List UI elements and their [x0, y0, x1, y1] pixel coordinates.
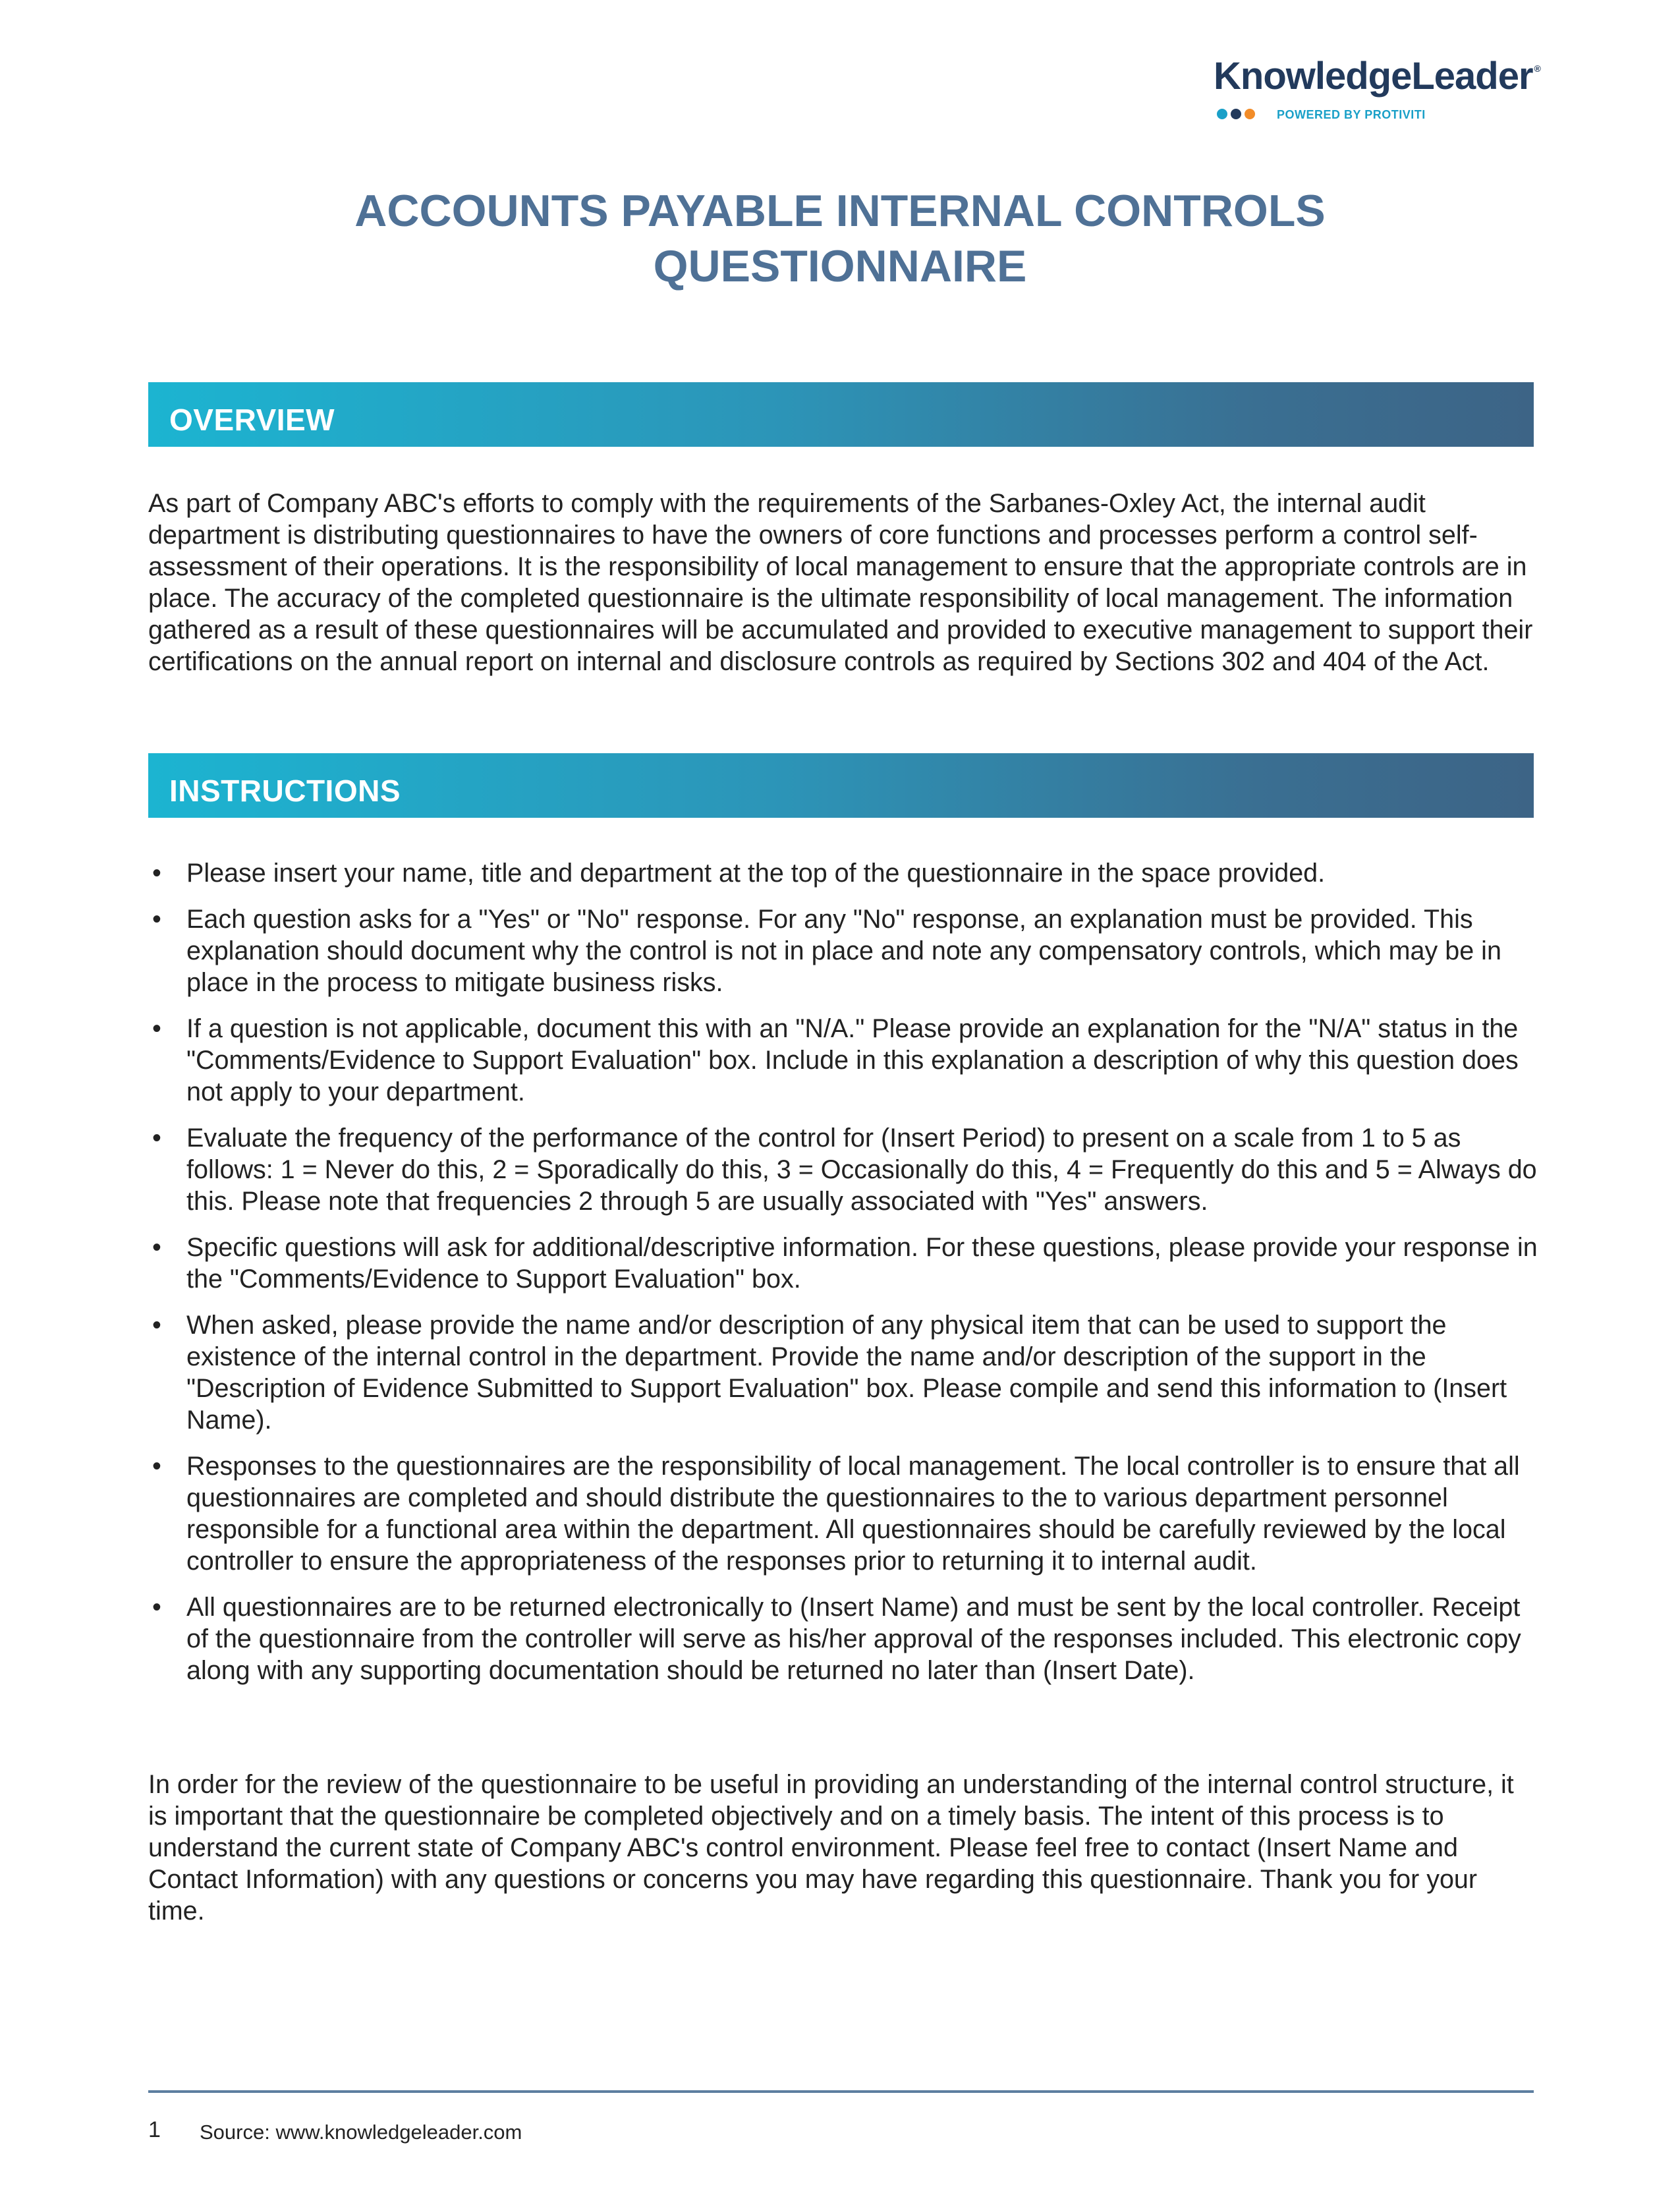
- closing-paragraph: In order for the review of the questionnaire to be useful in providing an understanding of the internal control structure, it is important that the questionnaire be completed objectively and on a timely basis. The intent of this process is to understand the current state of Company ABC's control environment. Please feel free to contact (Insert Name and Contact Information) with any questions or concerns you may have regarding this questionnaire. Thank you for your time.: [148, 1770, 1514, 1926]
- instruction-text: Evaluate the frequency of the performance of the control for (Insert Period) to present on a scale from 1 to 5 as follows: 1 = Never do this, 2 = Sporadically do this, 3 = Occasionally do this, 4 = Frequently do this and 5 = Always do this. Please note that frequencies 2 through 5 are usually associated with "Yes" answers.: [186, 1124, 1537, 1216]
- bullet-icon: •: [152, 1593, 161, 1622]
- bullet-icon: •: [152, 1452, 161, 1481]
- instruction-text: When asked, please provide the name and/or description of any physical item that can be used to support the existence of the internal control in the department. Provide the name and/or description of the support in the "Description of Evidence Submitted to Support Evaluation" box. Please compile and send this information to (Insert Name).: [186, 1311, 1507, 1435]
- instruction-item: [148, 1122, 1538, 1217]
- instructions-list: [148, 857, 1538, 1701]
- instruction-item: [148, 857, 1538, 889]
- overview-heading: OVERVIEW: [169, 403, 335, 437]
- instruction-text: Responses to the questionnaires are the responsibility of local management. The local controller is to ensure that all questionnaires are completed and should distribute the questionnaires to the to various department personnel responsible for a functional area within the department. All questionnaires should be carefully reviewed by the local controller to ensure the appropriateness of the responses prior to returning it to internal audit.: [186, 1452, 1520, 1576]
- instruction-item: [148, 903, 1538, 998]
- source-line: Source: www.knowledgeleader.com: [200, 2121, 522, 2144]
- instruction-item: [148, 1450, 1538, 1577]
- bullet-icon: •: [152, 1014, 161, 1043]
- instruction-text: Specific questions will ask for additional/descriptive information. For these questions, please provide your response in the "Comments/Evidence to Support Evaluation" box.: [186, 1233, 1538, 1294]
- instruction-text: If a question is not applicable, document this with an "N/A." Please provide an explanation for the "N/A" status in the "Comments/Evidence to Support Evaluation" box. Include in this explanation a description of why this question does not apply to your department.: [186, 1014, 1519, 1106]
- bullet-icon: •: [152, 1233, 161, 1262]
- instruction-text: Each question asks for a "Yes" or "No" response. For any "No" response, an explanation must be provided. This explanation should document why the control is not in place and note any compensatory controls, which may be in place in the process to mitigate business risks.: [186, 905, 1501, 997]
- page-number: 1: [148, 2117, 161, 2142]
- logo-tagline: POWERED BY PROTIVITI: [1277, 108, 1426, 121]
- instruction-item: [148, 1309, 1538, 1436]
- instructions-heading: INSTRUCTIONS: [169, 774, 401, 808]
- overview-section-header: [148, 382, 1534, 447]
- bullet-icon: •: [152, 1311, 161, 1340]
- bullet-icon: •: [152, 905, 161, 934]
- bullet-icon: •: [152, 859, 161, 888]
- page-title: [132, 183, 1548, 294]
- logo-dots-icon: [1216, 108, 1262, 120]
- knowledgeleader-logo: [1214, 54, 1540, 127]
- instruction-text: All questionnaires are to be returned electronically to (Insert Name) and must be sent by the local controller. Receipt of the questionnaire from the controller will serve as his/her approval of the responses included. This electronic copy along with any supporting documentation should be returned no later than (Insert Date).: [186, 1593, 1521, 1685]
- instruction-text: Please insert your name, title and department at the top of the questionnaire in the space provided.: [186, 859, 1326, 888]
- page-title-line-1: ACCOUNTS PAYABLE INTERNAL CONTROLS: [354, 186, 1326, 236]
- instruction-item: [148, 1232, 1538, 1295]
- page-title-line-2: QUESTIONNAIRE: [653, 241, 1027, 291]
- instruction-item: [148, 1591, 1538, 1686]
- footer-divider: [148, 2090, 1534, 2093]
- logo-wordmark: KnowledgeLeader ®: [1214, 55, 1540, 98]
- registered-mark: ®: [1534, 63, 1540, 74]
- bullet-icon: •: [152, 1124, 161, 1153]
- instruction-item: [148, 1013, 1538, 1108]
- instructions-section-header: [148, 753, 1534, 818]
- overview-paragraph: As part of Company ABC's efforts to comply with the requirements of the Sarbanes-Oxley Act, the internal audit department is distributing questionnaires to have the owners of core functions and processes perform a control self-assessment of their operations. It is the responsibility of local management to ensure that the appropriate controls are in place. The accuracy of the completed questionnaire is the ultimate responsibility of local management. The information gathered as a result of these questionnaires will be accumulated and provided to executive management to support their certifications on the annual report on internal and disclosure controls as required by Sections 302 and 404 of the Act.: [148, 489, 1533, 676]
